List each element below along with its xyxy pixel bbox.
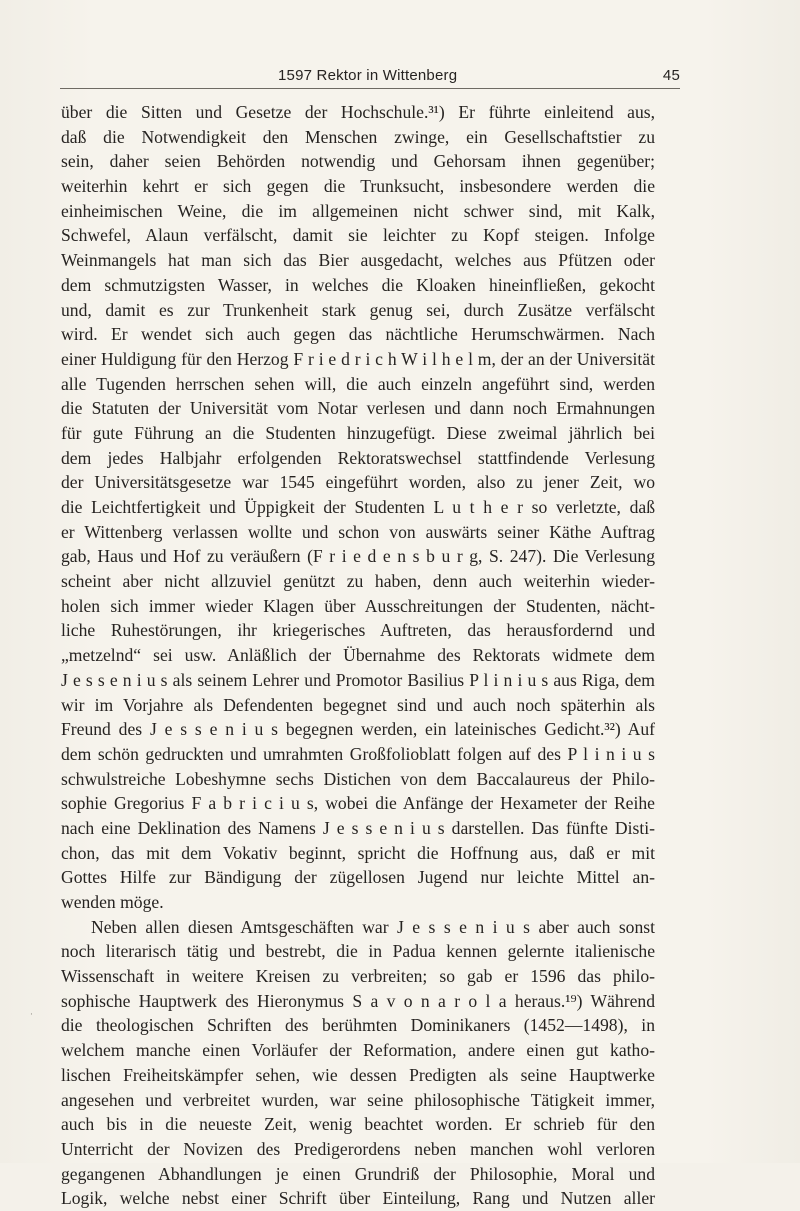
text-line: Freund des J e s s e n i u s begegnen werden, ein lateinisches Gedicht.³²) Auf [61, 719, 655, 740]
text-line: wir im Vorjahre als Defendenten begegnet sind und auch noch späterhin als [61, 694, 655, 715]
text-line: J e s s e n i u s als seinem Lehrer und Promotor Basilius P l i n i u s aus Riga, dem [61, 669, 655, 690]
text-line: die Leichtfertigkeit und Üppigkeit der Studenten L u t h e r so verletzte, daß [61, 497, 655, 517]
text-line: daß die Notwendigkeit den Menschen zwinge, ein Gesellschaftstier zu [61, 126, 655, 147]
text-line: chon, das mit dem Vokativ beginnt, spricht die Hoffnung aus, daß er mit [61, 842, 655, 863]
text-line: über die Sitten und Gesetze der Hochschule.³¹) Er führte einleitend aus, [61, 102, 655, 122]
text-line: Logik, welche nebst einer Schrift über Einteilung, Rang und Nutzen aller [61, 1188, 655, 1209]
text-line: holen sich immer wieder Klagen über Ausschreitungen der Studenten, nächt- [61, 595, 655, 616]
text-line: Unterricht der Novizen des Predigerordens neben manchen wohl verloren [61, 1138, 655, 1159]
text-line: dem jedes Halbjahr erfolgenden Rektoratswechsel stattfindende Verlesung [61, 447, 655, 468]
text-line: die Statuten der Universität vom Notar verlesen und dann noch Ermahnungen [61, 398, 655, 419]
text-line: einheimischen Weine, die im allgemeinen nicht schwer sind, mit Kalk, [61, 200, 655, 221]
text-line: für gute Führung an die Studenten hinzugefügt. Diese zweimal jährlich bei [61, 422, 655, 443]
text-line: noch literarisch tätig und bestrebt, die in Padua kennen gelernte italienische [61, 941, 655, 962]
text-line: gegangenen Abhandlungen je einen Grundriß der Philosophie, Moral und [61, 1163, 655, 1184]
margin-mark: · [30, 1010, 33, 1020]
text-line: nach eine Deklination des Namens J e s s e n i u s darstellen. Das fünfte Disti- [61, 817, 655, 838]
text-line: lischen Freiheitskämpfer sehen, wie dessen Predigten als seine Hauptwerke [61, 1064, 655, 1085]
text-line: der Universitätsgesetze war 1545 eingeführt worden, also zu jener Zeit, wo [61, 472, 655, 493]
page-number: 45 [662, 67, 680, 84]
text-line: liche Ruhestörungen, ihr kriegerisches Auftreten, das herausfordernd und [61, 620, 655, 641]
text-line: sein, daher seien Behörden notwendig und Gehorsam ihnen gegenüber; [61, 151, 655, 172]
text-line: alle Tugenden herrschen sehen will, die auch einzeln angeführt sind, werden [61, 373, 655, 394]
text-line: sophische Hauptwerk des Hieronymus S a v o n a r o l a heraus.¹⁹) Während [61, 990, 655, 1011]
text-line: dem schön gedruckten und umrahmten Großfolioblatt folgen auf des P l i n i u s [61, 743, 655, 764]
text-line: dem schmutzigsten Wasser, in welches die Kloaken hineinfließen, gekocht [61, 274, 655, 295]
text-line: gab, Haus und Hof zu veräußern (F r i e d e n s b u r g, S. 247). Die Verlesung [61, 546, 655, 567]
text-line: Gottes Hilfe zur Bändigung der zügellosen Jugend nur leichte Mittel an- [61, 867, 655, 888]
running-head [60, 66, 680, 89]
text-line: „metzelnd“ sei usw. Anläßlich der Übernahme des Rektorats widmete dem [61, 645, 655, 666]
paragraph-end-line: wenden möge. [61, 892, 164, 912]
text-line: angesehen und verbreitet wurden, war seine philosophische Tätigkeit immer, [61, 1089, 655, 1110]
text-line: Weinmangels hat man sich das Bier ausgedacht, welches aus Pfützen oder [61, 250, 655, 271]
text-line: auch bis in die neueste Zeit, wenig beachtet worden. Er schrieb für den [61, 1114, 655, 1135]
text-line: die theologischen Schriften des berühmten Dominikaners (1452—1498), in [61, 1015, 655, 1036]
text-line: er Wittenberg verlassen wollte und schon von auswärts seiner Käthe Auftrag [61, 521, 655, 542]
body-text [61, 100, 655, 1211]
text-line: scheint aber nicht allzuviel genützt zu haben, denn auch weiterhin wieder- [61, 571, 655, 592]
text-line: schwulstreiche Lobeshymne sechs Distichen von dem Baccalaureus der Philo- [61, 768, 655, 789]
text-line: Wissenschaft in weitere Kreisen zu verbreiten; so gab er 1596 das philo- [61, 966, 655, 987]
text-line: Schwefel, Alaun verfälscht, damit sie leichter zu Kopf steigen. Infolge [61, 225, 655, 246]
text-line: welchem manche einen Vorläufer der Reformation, andere einen gut katho- [61, 1040, 655, 1061]
text-line: und, damit es zur Trunkenheit stark genug sei, durch Zusätze verfälscht [61, 299, 655, 320]
text-line: weiterhin kehrt er sich gegen die Trunksucht, insbesondere werden die [61, 176, 655, 197]
paragraph-start-line: Neben allen diesen Amtsgeschäften war J e s s e n i u s aber auch sonst [91, 916, 655, 937]
text-line: wird. Er wendet sich auch gegen das nächtliche Herumschwärmen. Nach [61, 324, 655, 345]
text-line: einer Huldigung für den Herzog F r i e d r i c h W i l h e l m, der an der Universität [61, 348, 655, 369]
text-line: sophie Gregorius F a b r i c i u s, wobei die Anfänge der Hexameter der Reihe [61, 793, 655, 814]
running-title: 1597 Rektor in Wittenberg [278, 67, 458, 84]
